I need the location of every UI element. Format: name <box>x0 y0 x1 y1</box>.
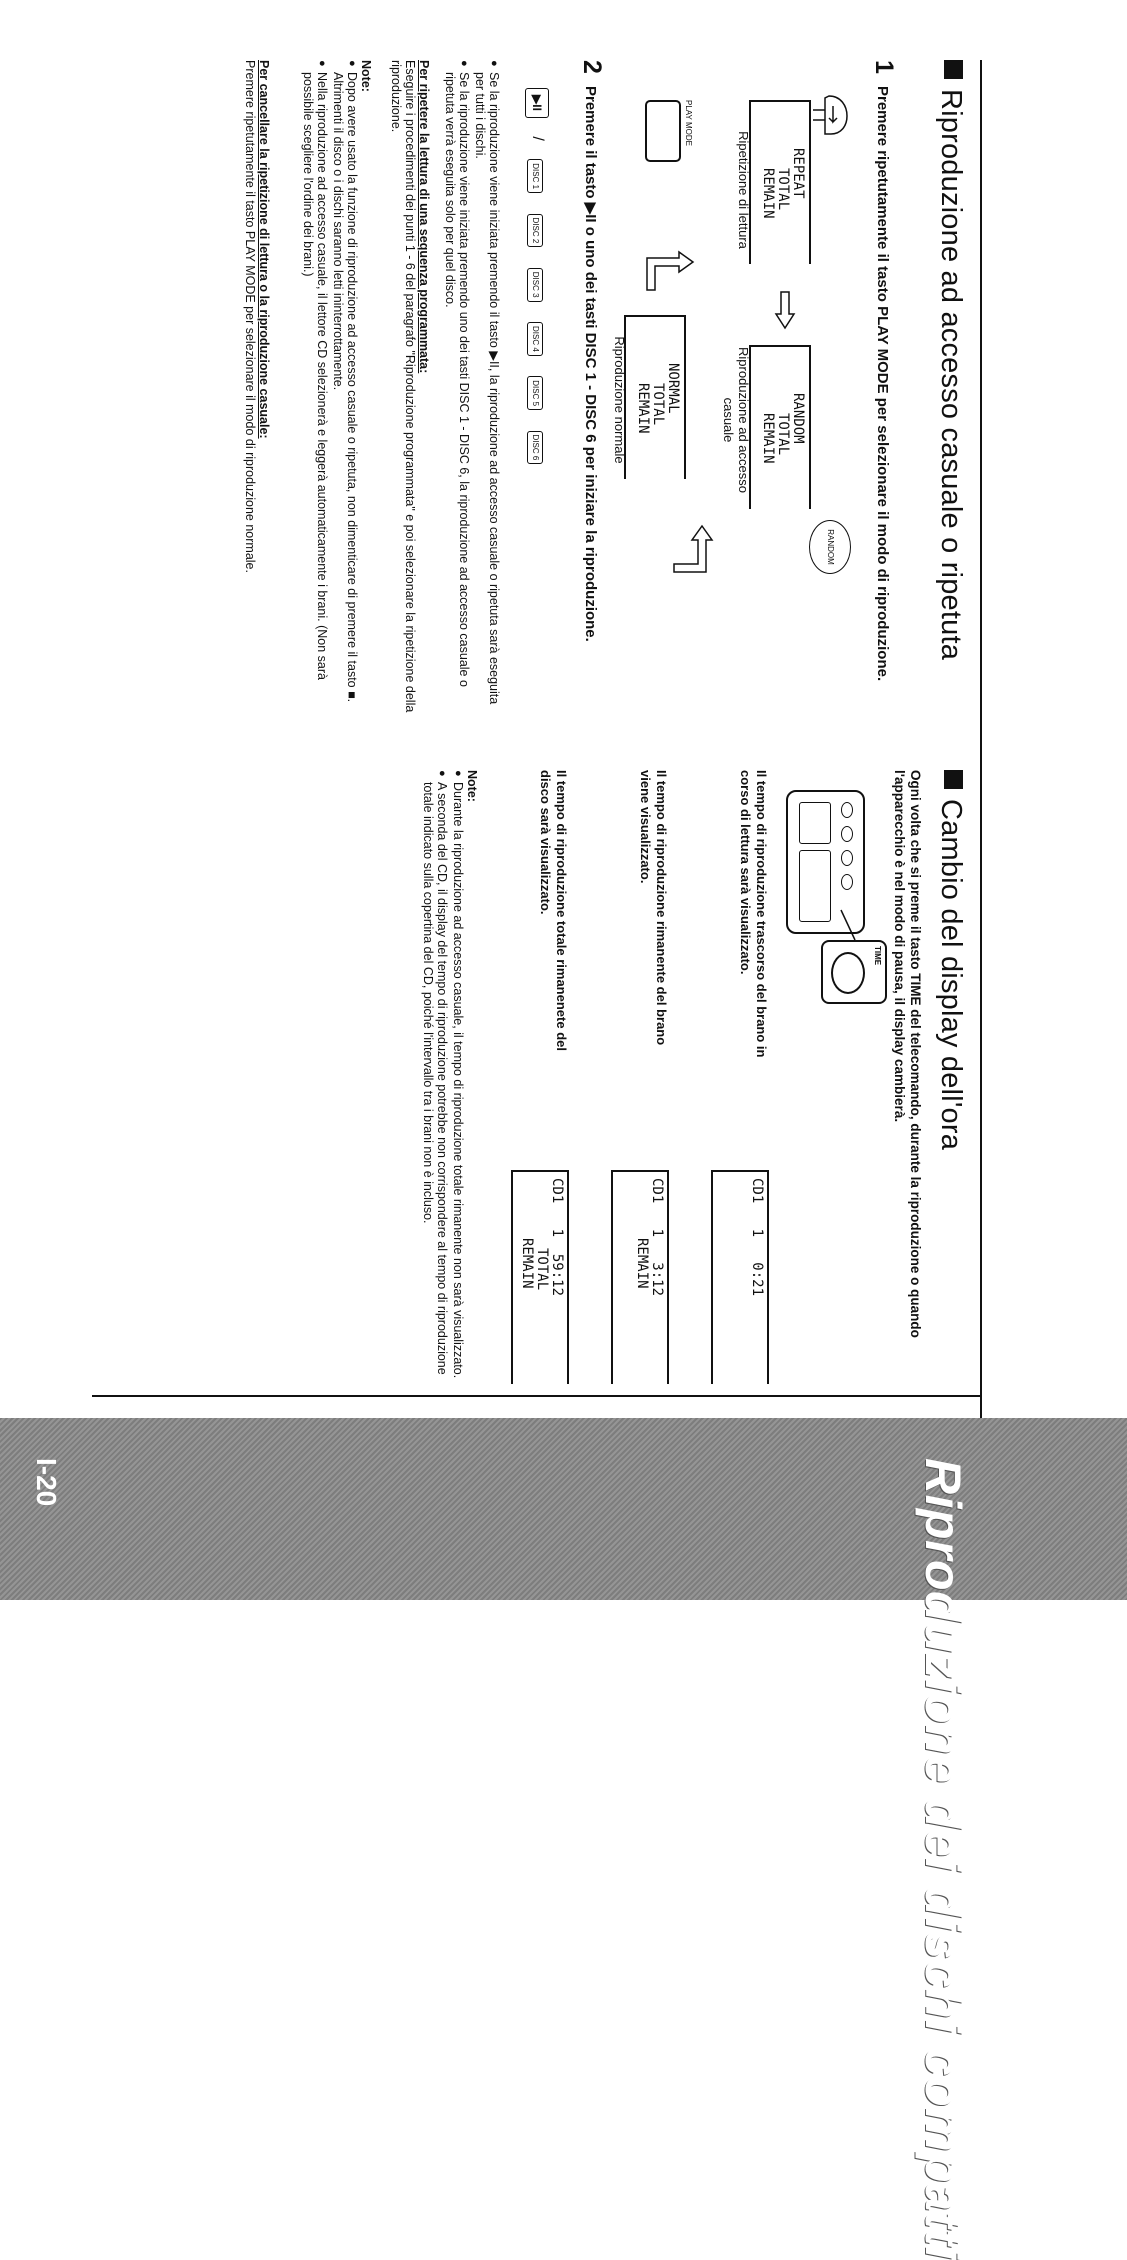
program-repeat-text: Eseguire i procedimenti dei punti 1 - 6 del paragrafo "Riproduzione programmata" e poi selezionare la ripetizione della riproduzione. <box>389 60 417 713</box>
lcd-disc-remain-line3: REMAIN <box>519 1238 535 1289</box>
bullet-play-disc: ● Se la riproduzione viene iniziata premendo uno dei tasti DISC 1 - DISC 6, la riproduzione ad accesso casuale o ripetuta verrà eseguita solo per quel disco. <box>443 60 471 725</box>
lcd-normal-line1: NORMAL <box>665 363 681 414</box>
lcd-disc-remain-line2: TOTAL <box>534 1248 550 1291</box>
disc-3-button[interactable]: DISC 3 <box>527 268 543 302</box>
remote-button-4 <box>841 874 853 890</box>
lcd-random <box>749 345 811 509</box>
lcd-track-remain <box>611 1170 669 1384</box>
lcd-track-remain-line1: CD1 1 3:12 <box>649 1178 665 1297</box>
left-section-title <box>934 60 967 740</box>
left-section <box>19 60 979 750</box>
lcd-repeat-line3: REMAIN <box>760 168 776 219</box>
time-label: TIME <box>873 946 882 966</box>
right-notes-heading: Note: <box>465 770 479 802</box>
left-notes <box>301 60 373 725</box>
lcd-track-remain-line3: REMAIN <box>634 1238 650 1289</box>
step-1-text: Premere ripetutamente il tasto PLAY MODE per selezionare il modo di riproduzione. <box>874 86 891 682</box>
right-intro: Ogni volta che si preme il tasto TIME del telecomando, durante la riproduzione o quando l'apparecchio è nel modo di pausa, il display cambierà. <box>892 770 923 1338</box>
lcd-repeat <box>749 100 811 264</box>
arrow-up-icon <box>646 240 691 300</box>
lcd-repeat-line1: REPEAT <box>790 148 806 199</box>
right-note-2: ● A seconda del CD, il display del tempo di riproduzione potrebbe non corrispondere al tempo di riproduzione totale indicato sulla copertina del CD, poiché l'intervallo tra i brani non è incluso. <box>421 770 449 1395</box>
step-1-number: 1 <box>870 60 898 74</box>
lcd-normal-line2: TOTAL <box>650 383 666 426</box>
disc-4-button[interactable]: DISC 4 <box>527 322 543 356</box>
disc-buttons-row <box>519 88 549 688</box>
remote-panel <box>799 850 831 922</box>
cancel-block <box>243 60 271 725</box>
lcd-elapsed-line1: CD1 1 0:21 <box>749 1178 765 1297</box>
page-number: I-20 <box>31 1458 62 1507</box>
lcd-repeat-line2: TOTAL <box>775 168 791 211</box>
right-notes <box>421 770 479 1395</box>
remote-illustration <box>787 790 887 1050</box>
lcd-random-line2: TOTAL <box>775 413 791 456</box>
arrow-right-icon <box>774 290 796 330</box>
right-section-title <box>934 770 967 1400</box>
play-mode-button-label: PLAY MODE <box>684 100 693 146</box>
slash-separator: / <box>529 136 546 141</box>
finger-press-icon <box>811 92 851 138</box>
left-note-1: ● Dopo avere usato la funzione di riproduzione ad accesso casuale o ripetuta, non dimenticare di premere il tasto ■. Altrimenti il disco o i dischi saranno letti ininterrottamente. <box>331 60 359 725</box>
right-title-text: Cambio del display dell'ora <box>935 799 967 1151</box>
lcd-random-line1: RANDOM <box>790 393 806 444</box>
time-row-2 <box>594 770 669 1400</box>
right-section <box>19 770 979 1410</box>
right-note-1: ● Durante la riproduzione ad accesso casuale, il tempo di riproduzione totale rimanente non sarà visualizzato. <box>451 770 465 1395</box>
square-bullet-icon <box>944 60 963 79</box>
disc-2-button[interactable]: DISC 2 <box>527 214 543 248</box>
disc-1-button[interactable]: DISC 1 <box>527 159 543 193</box>
lcd-random-line3: REMAIN <box>760 413 776 464</box>
left-title-text: Riproduzione ad accesso casuale o ripetuta <box>935 89 967 661</box>
random-bubble-label: RANDOM <box>826 529 835 565</box>
bullet-play-all: ● Se la riproduzione viene iniziata premendo il tasto ▶II, la riproduzione ad accesso casuale o ripetuta sarà eseguita per tutti i dischi. <box>473 60 501 725</box>
play-pause-button[interactable]: ▶II <box>525 88 549 118</box>
play-mode-button[interactable] <box>645 100 693 162</box>
time-row-3 <box>494 770 569 1400</box>
footer-banner <box>0 1418 1127 2260</box>
lcd-disc-remain-line1: CD1 1 59:12 <box>549 1178 565 1297</box>
time-button[interactable] <box>831 952 865 994</box>
step-2 <box>578 60 606 746</box>
callout-line-icon <box>839 910 859 942</box>
time-row-1-text: Il tempo di riproduzione trascorso del brano in corso di lettura sarà visualizzato. <box>738 770 769 1058</box>
step-1 <box>870 60 898 746</box>
step-2-bullets <box>443 60 501 725</box>
disc-6-button[interactable]: DISC 6 <box>527 431 543 465</box>
disc-5-button[interactable]: DISC 5 <box>527 376 543 410</box>
lcd-normal-line3: REMAIN <box>635 383 651 434</box>
random-bubble <box>809 520 851 574</box>
remote-button-1 <box>841 802 853 818</box>
left-notes-heading: Note: <box>359 60 373 92</box>
time-callout <box>821 940 887 1004</box>
program-repeat-block <box>389 60 431 725</box>
caption-repeat: Ripetizione di lettura <box>736 131 751 249</box>
remote-button-2 <box>841 826 853 842</box>
caption-random: Riproduzione ad accesso casuale <box>721 347 751 493</box>
play-mode-diagram <box>601 80 851 730</box>
square-bullet-icon <box>944 770 963 789</box>
lcd-disc-remain <box>511 1170 569 1384</box>
lcd-elapsed <box>711 1170 769 1384</box>
step-2-number: 2 <box>578 60 606 74</box>
program-repeat-heading: Per ripetere la lettura di una sequenza programmata: <box>417 60 431 374</box>
caption-normal: Riproduzione normale <box>612 336 627 464</box>
time-row-3-text: Il tempo di riproduzione totale rimanenete del disco sarà visualizzato. <box>538 770 569 1051</box>
top-rule <box>980 60 982 1530</box>
lcd-normal <box>624 315 686 479</box>
right-rule <box>92 1395 982 1397</box>
arrow-down-icon <box>671 520 716 580</box>
time-row-2-text: Il tempo di riproduzione rimanente del brano viene visualizzato. <box>638 770 669 1046</box>
cancel-heading: Per cancellare la ripetizione di lettura o la riproduzione casuale: <box>257 60 271 439</box>
time-row-1 <box>694 770 769 1400</box>
cancel-text: Premere ripetutamente il tasto PLAY MODE per selezionare il modo di riproduzione normale. <box>243 60 257 573</box>
remote-slider <box>799 802 831 844</box>
step-2-text: Premere il tasto ▶II o uno dei tasti DISC 1 - DISC 6 per iniziare la riproduzione. <box>582 86 599 642</box>
left-note-2: ● Nella riproduzione ad accesso casuale, il lettore CD selezionerà e leggerà automaticamente i brani. (Non sarà possibile scegliere l'ordine dei brani.) <box>301 60 329 725</box>
banner-title: Riproduzione dei dischi compatti <box>915 1458 971 2260</box>
remote-button-3 <box>841 850 853 866</box>
